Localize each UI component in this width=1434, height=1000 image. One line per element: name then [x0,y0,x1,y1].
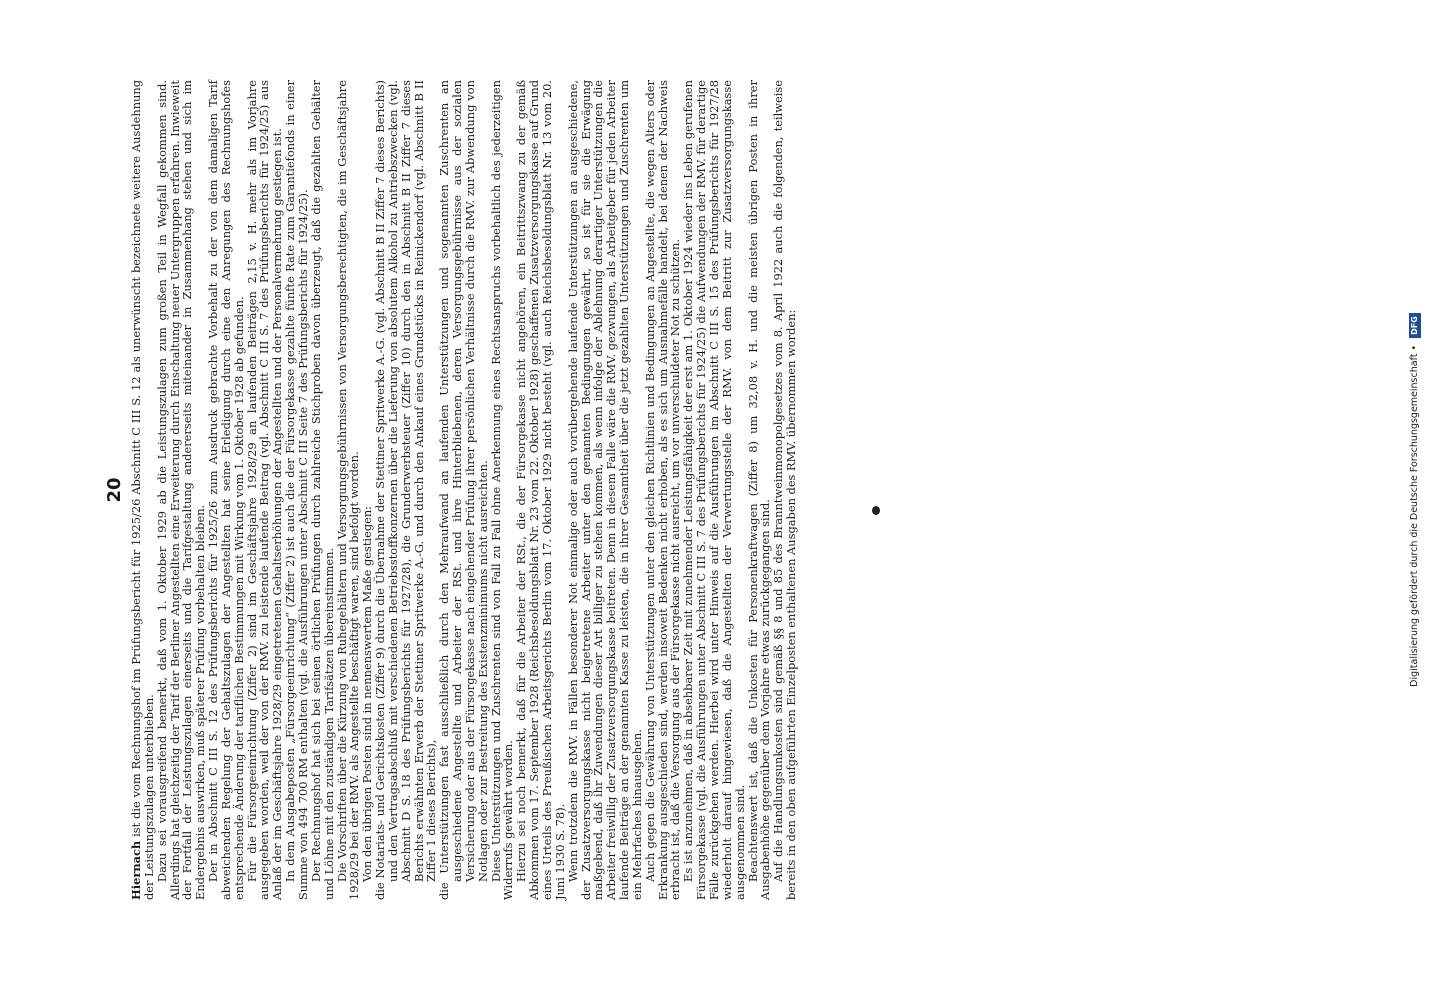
side-caption-text: Digitalisierung gefördert durch die Deutsche Forschungsgemeinschaft [1409,353,1420,687]
paragraph [438,80,489,900]
paragraph-text: Auch gegen die Gewährung von Unterstützungen unter den gleichen Richtlinien und Bedingungen an Angestellte, die wegen Alters oder Erkrankung ausgeschieden sind, werden insoweit Bedenken nicht erhoben, als es sich um Ausnahmefälle handelt, bei denen der Nachweis erbracht ist, daß die Versorgung aus der Fürsorgekasse nicht ausreicht, um vor unverschuldeter Not zu schützen. [642,80,683,900]
paragraph [567,80,644,900]
paragraph [130,80,156,900]
paragraph-text: Der Rechnungshof hat sich bei seinen örtlichen Prüfungen durch zahlreiche Stichproben davon überzeugt, daß die gezahlten Gehälter und Löhne mit den zuständigen Tarifsätzen übereinstimmen. [308,80,336,900]
paragraph-text: Hierzu sei noch bemerkt, daß für die Arbeiter der RSt., die der Fürsorgekasse nicht angehören, ein Beitrittszwang zu der gemäß Abkommen vom 17. September 1928 (Reichsbesoldungsblatt Nr. 23 vom 22. Oktober 1928) geschaffenen Zusatzversorgungskasse auf Grund eines Urteils des Preußischen Arbeitsgerichts Berlin vom 17. Oktober 1929 nicht besteht (vgl. auch Reichsbesoldungsblatt Nr. 13 vom 20. Juni 1930 S. 78). [514,80,567,900]
paragraph [310,80,336,900]
paragraph [772,80,798,900]
paragraph-text: Von den übrigen Posten sind in nennenswertem Maße gestiegen: [360,505,375,882]
paragraph [284,80,310,900]
paragraph [515,80,566,900]
paragraph [336,80,362,900]
paragraph [374,80,438,900]
paragraph [207,80,246,900]
page-number: 20 [104,477,125,503]
paragraph [490,80,516,900]
paragraph-text: Wenn trotzdem die RMV. in Fällen besonderer Not einmalige oder auch vorübergehende laufende Unterstützungen an ausgeschiedene, der Zusatzversorgungskasse nicht beigetretene Arbeiter unter den genannten Bedingungen gewährt, so ist für sie die Erwägung maßgebend, daß ihr Zuwendungen dieser Art billiger zu stehen kommen, als wenn infolge der Ablehnung derartiger Unterstützungen die Arbeiter freiwillig der Zusatzversorgungskasse beitreten. Denn in diesem Falle wäre die RMV. gezwungen, als Arbeitgeber für jeden Arbeiter laufende Beiträge an der genannten Kasse zu leisten, die in ihrer Gesamtheit über die jetzt gezahlten Unterstützungen und Zuschrenten um ein Mehrfaches hinausgehen. [565,80,644,900]
scan-speck [872,506,880,515]
paragraph-text: Die Vorschriften über die Kürzung von Ruhegehältern und Versorgungsgebührnissen von Versorgungsberechtigten, die im Geschäftsjahre 1928/29 bei der RMV. als Angestellte beschäftigt waren, sind befolgt worden. [334,80,362,900]
paragraph-lead: Hiernach [129,840,143,900]
paragraph [682,80,746,900]
paragraph-text: Beachtenswert ist, daß die Unkosten für Personenkraftwagen (Ziffer 8) um 32,08 v. H. und die meisten übrigen Posten in ihrer Ausgabenhöhe gegenüber dem Vorjahre etwas zurückgegangen sind. [745,80,773,900]
paragraph-text: Diese Unterstützungen und Zuschrenten sind von Fall zu Fall ohne Anerkennung eines Rechtsanspruchs vorbehaltlich des jederzeitigen Widerrufs gewährt worden. [488,80,516,900]
paragraph [747,80,773,900]
paragraph-text: Dazu sei vorausgreifend bemerkt, daß vom 1. Oktober 1929 ab die Leistungszulagen zum großen Teil in Wegfall gekommen sind. Allerdings hat gleichzeitig der Tarif der Berliner Angestellten eine Erweiterung durch Einschaltung neuer Untergruppen erfahren. Inwieweit der Fortfall der Leistungszulagen einerseits und die Tarifgestaltung andererseits miteinander in Zusammenhang stehen und sich im Endergebnis auswirken, muß späterer Prüfung vorbehalten bleiben. [154,80,208,900]
side-caption: Digitalisierung gefördert durch die Deutsche Forschungsgemeinschaft • DFG [1407,0,1423,1000]
paragraph-text: die Notariats- und Gerichtskosten (Ziffer 9) durch die Übernahme der Stettiner Spritwerke A.-G. (vgl. Abschnitt B II Ziffer 7 dieses Berichts) und den Vertragsabschluß mit verschiedenen Betriebsstoffkonzernen über die Lieferung von absolutem Alkohol zu Antriebszwecken (vgl. Abschnitt D S. 18 des Prüfungsberichts für 1927/28), die Grunderwerbsteuer (Ziffer 10) durch den in Abschnitt B II Ziffer 7 dieses Berichts erwähnten Erwerb der Stettiner Spritwerke A.-G. und durch den Ankauf eines Grundstücks in Reinickendorf (vgl. Abschnitt B II Ziffer 1 dieses Berichts), [373,80,439,900]
paragraph-text: Der in Abschnitt C III S. 12 des Prüfungsberichts für 1925/26 zum Ausdruck gebrachte Vorbehalt zu der von dem damaligen Tarif abweichenden Regelung der Gehaltszulagen der Angestellten hat seine Erledigung durch eine den Anregungen des Rechnungshofes entsprechende Änderung der tariflichen Bestimmungen mit Wirkung vom 1. Oktober 1928 ab gefunden. [206,80,246,900]
rotated-page [100,80,900,900]
paragraph [644,80,683,900]
paragraph-text: die Unterstützungen fast ausschließlich durch den Mehraufwand an laufenden Unterstützungen und sogenannten Zuschrenten an ausgeschiedene Angestellte und Arbeiter der RSt. und ihre Hinterbliebenen, deren Versorgungsgebührnisse aus der sozialen Versicherung oder aus der Fürsorgekasse nach eingehender Prüfung ihrer persönlichen Verhältnisse durch die RMV. zur Abwendung von Notlagen oder zur Bestreitung des Existenzminimums nicht ausreichten. [437,80,490,900]
document-body [130,80,798,900]
paragraph-text: Für die Fürsorgeeinrichtung (Ziffer 2) sind im Geschäftsjahre 1928/29 an laufenden Beiträgen 2,15 v. H. mehr als im Vorjahre ausgegeben worden, weil der von der RMV. zu leistende laufende Beitrag (vgl. Abschnitt C III S. 7 des Prüfungsberichts für 1924/25) aus Anlaß der im Geschäftsjahre 1928/29 eingetretenen Gehaltserhöhungen der Angestellten und der Personalvermehrung gestiegen ist. [244,80,285,900]
paragraph-text: Auf die Handlungsunkosten sind gemäß §§ 8 und 85 des Branntweinmonopolgesetzes vom 8. April 1922 auch die folgenden, teilweise bereits in den oben aufgeführten Einzelposten enthaltenen Ausgaben des RMV. übernommen worden: [771,80,799,900]
paragraph [246,80,285,900]
dfg-logo: DFG [1409,313,1421,338]
paragraph-text: ist die vom Rechnungshof im Prüfungsbericht für 1925/26 Abschnitt C III S. 12 als unerwünscht bezeichnete weitere Ausdehnung der Leistungszulagen unterblieben. [129,79,156,900]
paragraph-text: In dem Ausgabeposten „Fürsorgeeinrichtung“ (Ziffer 2) ist auch die der Fürsorgekasse gezahlte fünfte Rate zum Garantiefonds in einer Summe von 494 700 RM enthalten (vgl. die Ausführungen unter Abschnitt C III Seite 7 des Prüfungsberichts für 1924/25). [283,80,310,900]
paragraph [156,80,207,900]
paragraph-text: Es ist anzunehmen, daß in absehbarer Zeit mit zunehmender Leistungsfähigkeit der erst am 1. Oktober 1924 wieder ins Leben gerufenen Fürsorgekasse (vgl. die Ausführungen unter Abschnitt C III S. 7 des Prüfungsberichts für 1924/25) die Aufwendungen der RMV. für derartige Fälle zurückgehen werden. Hierbei wird unter Hinweis auf die Ausführungen im Abschnitt C III S. 15 des Prüfungsberichts für 1927/28 wiederholt darauf hingewiesen, daß die Angestellten der Verwertungsstelle der RMV. von dem Beitritt zur Zusatzversorgungskasse ausgenommen sind. [681,80,747,900]
